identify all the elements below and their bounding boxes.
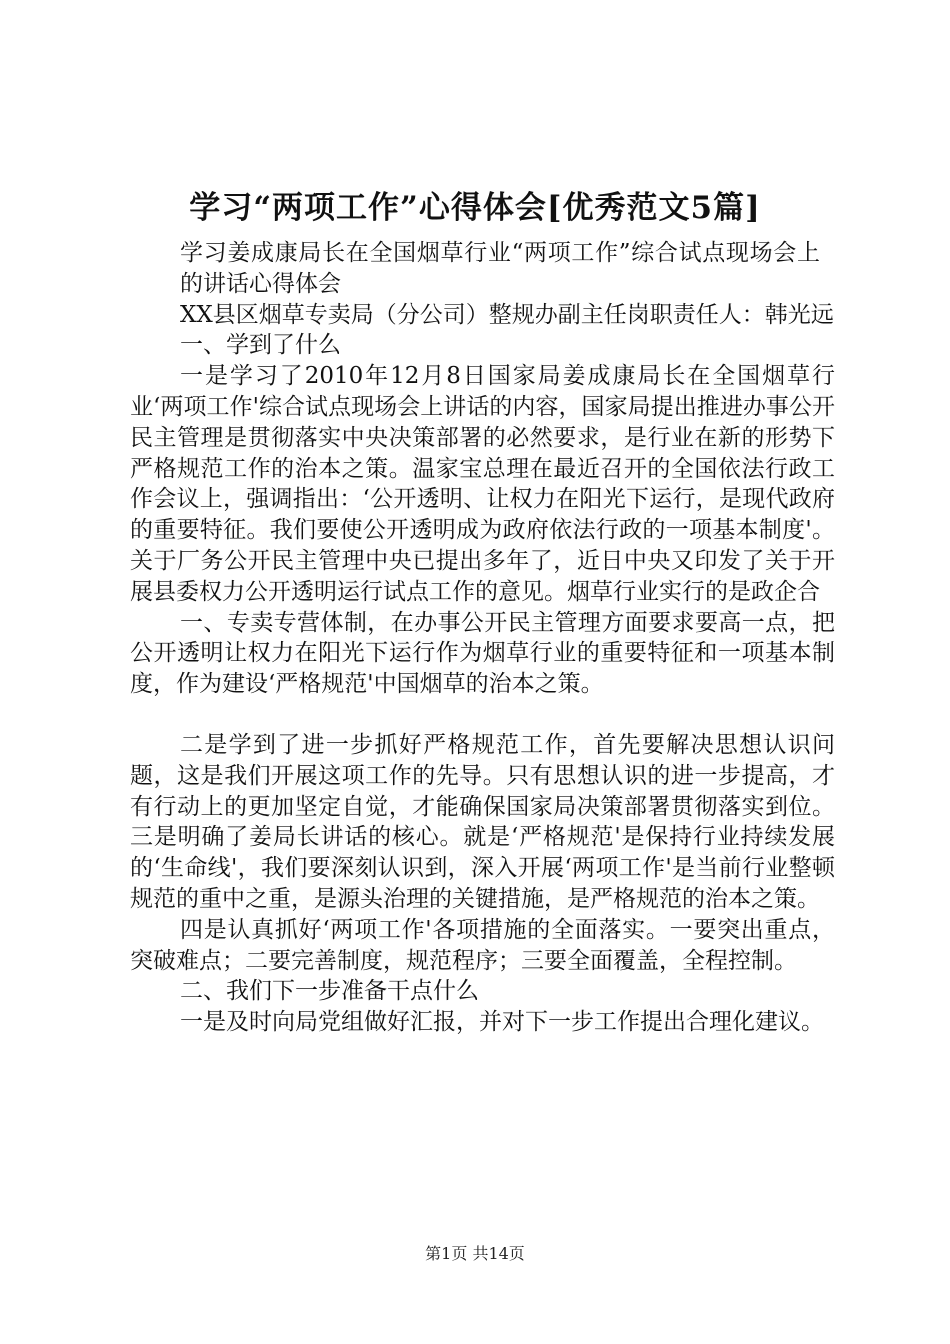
page-number: 第1页 共14页 <box>425 1244 525 1263</box>
document-title: 学习“两项工作”心得体会[优秀范文5篇] <box>189 190 761 226</box>
document-subtitle: 学习姜成康局长在全国烟草行业“两项工作”综合试点现场会上的讲话心得体会 <box>180 240 820 297</box>
paragraph: 一、专卖专营体制，在办事公开民主管理方面要求要高一点，把公开透明让权力在阳光下运行作为烟草行业的重要特征和一项基本制度，作为建设‘严格规范'中国烟草的治本之策。 <box>130 609 835 698</box>
document-body <box>130 238 835 1038</box>
paragraph: 四是认真抓好‘两项工作'各项措施的全面落实。一要突出重点，突破难点；二要完善制度，规范程序；三要全面覆盖，全程控制。 <box>130 916 835 974</box>
blank-line <box>130 700 835 730</box>
paragraph: 一是学习了2010年12月8日国家局姜成康局长在全国烟草行业‘两项工作'综合试点现场会上讲话的内容，国家局提出推进办事公开民主管理是贯彻落实中央决策部署的必然要求，是行业在新的形势下严格规范工作的治本之策。温家宝总理在最近召开的全国依法行政工作会议上，强调指出：‘公开透明、让权力在阳光下运行，是现代政府的重要特征。我们要使公开透明成为政府依法行政的一项基本制度'。关于厂务公开民主管理中央已提出多年了，近日中央又印发了关于开展县委权力公开透明运行试点工作的意见。烟草行业实行的是政企合 <box>130 363 835 605</box>
section-heading-learned: 一、学到了什么 <box>180 332 341 359</box>
paragraph: 一是及时向局党组做好汇报，并对下一步工作提出合理化建议。 <box>180 1009 824 1036</box>
paragraph: 二是学到了进一步抓好严格规范工作，首先要解决思想认识问题，这是我们开展这项工作的先导。只有思想认识的进一步提高，才有行动上的更加坚定自觉，才能确保国家局决策部署贯彻落实到位。三是明确了姜局长讲话的核心。就是‘严格规范'是保持行业持续发展的‘生命线'，我们要深刻认识到，深入开展‘两项工作'是当前行业整顿规范的重中之重，是源头治理的关键措施，是严格规范的治本之策。 <box>130 731 835 912</box>
paragraph-author: XX县区烟草专卖局（分公司）整规办副主任岗职责任人：韩光远 <box>180 301 834 328</box>
section-heading-next-steps: 二、我们下一步准备干点什么 <box>180 978 479 1005</box>
